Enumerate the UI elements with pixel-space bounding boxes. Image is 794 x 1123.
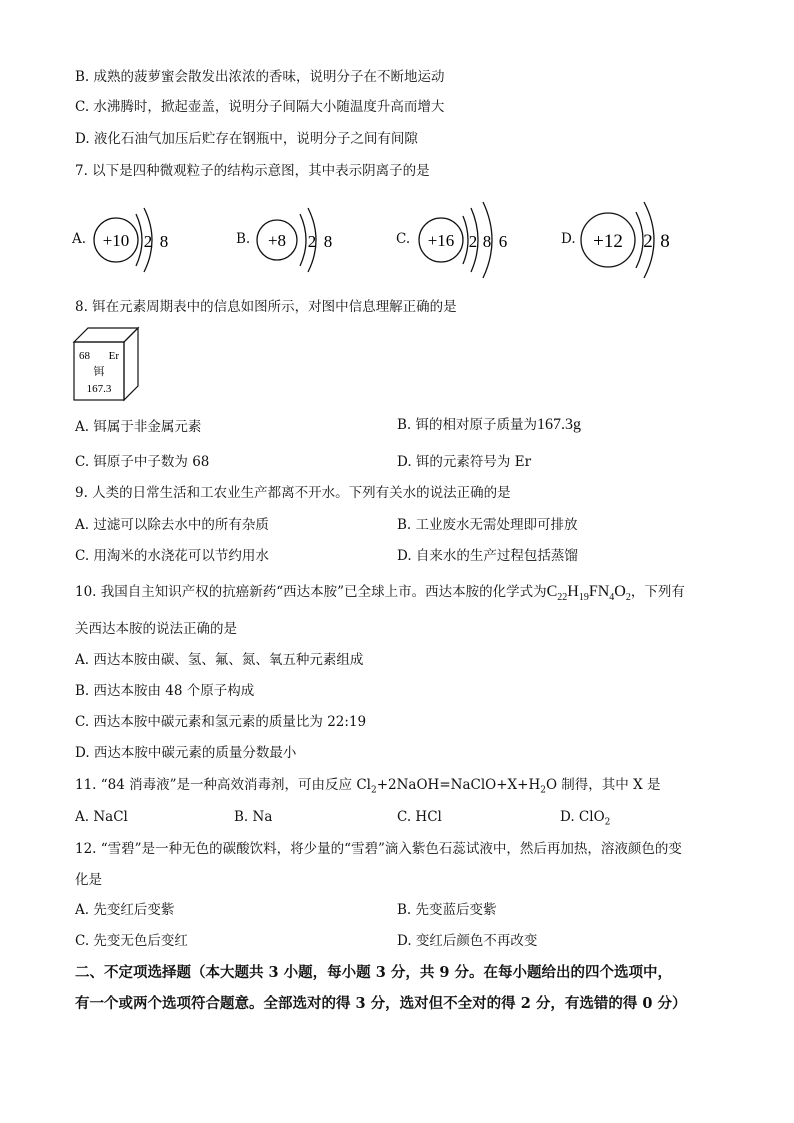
q10-option-b: B. 西达本胺由 48 个原子构成 [75,683,255,699]
q11-option-b: B. Na [234,809,273,825]
q8-option-b: B. 铒的相对原子质量为167.3g [397,416,582,433]
q8-option-c: C. 铒原子中子数为 68 [75,454,210,470]
shell-electrons-3: 6 [498,232,508,251]
q10-option-d: D. 西达本胺中碳元素的质量分数最小 [75,745,297,761]
element-symbol: Er [108,350,119,362]
q6-option-d: D. 液化石油气加压后贮存在钢瓶中，说明分子之间有间隙 [75,131,418,147]
nucleus-charge: +10 [102,231,130,250]
atomic-mass: 167.3 [86,383,112,395]
q12-option-d: D. 变红后颜色不再改变 [397,933,538,949]
q8-option-d: D. 铒的元素符号为 Er [397,454,532,470]
shell-electrons-2: 8 [323,232,333,251]
nucleus-charge: +16 [427,231,455,250]
q11-option-a: A. NaCl [75,809,128,825]
atom-diagram-b [252,200,342,280]
atom-diagram-a [88,200,178,280]
q7-option-c-label: C. [396,231,411,247]
shell-electrons-2: 8 [482,232,492,251]
q9-option-c: C. 用淘米的水浇花可以节约用水 [75,548,269,564]
nucleus-charge: +8 [267,231,287,250]
shell-electrons-2: 8 [660,231,670,252]
q9-option-d: D. 自来水的生产过程包括蒸馏 [397,548,578,564]
nucleus-charge: +12 [593,231,623,252]
q11-option-c: C. HCl [397,809,442,825]
q8-option-a: A. 铒属于非金属元素 [75,419,202,435]
q7-option-a-label: A. [72,231,87,247]
q7-stem: 7. 以下是四种微观粒子的结构示意图，其中表示阴离子的是 [75,163,430,179]
section-2-heading: 二、不定项选择题（本大题共 3 小题，每小题 3 分，共 9 分。在每小题给出的四个选项中， [75,964,673,981]
q9-stem: 9. 人类的日常生活和工农业生产都离不开水。下列有关水的说法正确的是 [75,485,511,501]
atom-diagram-d [578,194,678,286]
q12-option-b: B. 先变蓝后变紫 [397,902,497,918]
periodic-table-cell [72,326,142,402]
q11-stem: 11. “84 消毒液”是一种高效消毒剂，可由反应 $Cl_2+2NaOH=NaClO+X+H_2O$ 制得，其中 X 是 [75,777,661,796]
q12-option-c: C. 先变无色后变红 [75,933,188,949]
q11-option-d: D. ClO$_2$ [560,809,611,828]
q10-stem-line2: 关西达本胺的说法正确的是 [75,621,237,637]
shell-electrons-2: 8 [159,232,169,251]
q7-option-b-label: B. [236,231,251,247]
q6-option-c: C. 水沸腾时，掀起壶盖，说明分子间隔大小随温度升高而增大 [75,99,445,115]
chemical-formula: $C_{22}H_{19}FN_4O_2$ [546,583,631,604]
q12-stem-line2: 化是 [75,872,102,888]
q7-option-d-label: D. [561,231,576,247]
q10-option-c: C. 西达本胺中碳元素和氢元素的质量比为 22:19 [75,714,367,730]
section-2-heading-line2: 有一个或两个选项符合题意。全部选对的得 3 分，选对但不全对的得 2 分，有选错的得 0 分） [75,995,687,1012]
q10-stem: 10. 我国自主知识产权的抗癌新药“西达本胺”已全球上市。西达本胺的化学式为$C_{22}H_{19}FN_4O_2$，下列有 [75,583,685,604]
shell-electrons-1: 2 [643,231,653,252]
q8-stem: 8. 铒在元素周期表中的信息如图所示，对图中信息理解正确的是 [75,299,457,315]
shell-electrons-1: 2 [468,232,478,251]
q9-option-b: B. 工业废水无需处理即可排放 [397,517,578,533]
q6-option-b: B. 成熟的菠萝蜜会散发出浓浓的香味，说明分子在不断地运动 [75,69,445,85]
shell-electrons-1: 2 [143,232,153,251]
shell-electrons-1: 2 [307,232,317,251]
q10-option-a: A. 西达本胺由碳、氢、氟、氮、氧五种元素组成 [75,652,364,668]
element-name: 铒 [93,366,105,378]
q12-stem: 12. “雪碧”是一种无色的碳酸饮料，将少量的“雪碧”滴入紫色石蕊试液中，然后再加热，溶液颜色的变 [75,841,682,857]
atom-diagram-c [413,196,523,284]
atomic-number: 68 [79,350,90,362]
q9-option-a: A. 过滤可以除去水中的所有杂质 [75,517,269,533]
q12-option-a: A. 先变红后变紫 [75,902,175,918]
